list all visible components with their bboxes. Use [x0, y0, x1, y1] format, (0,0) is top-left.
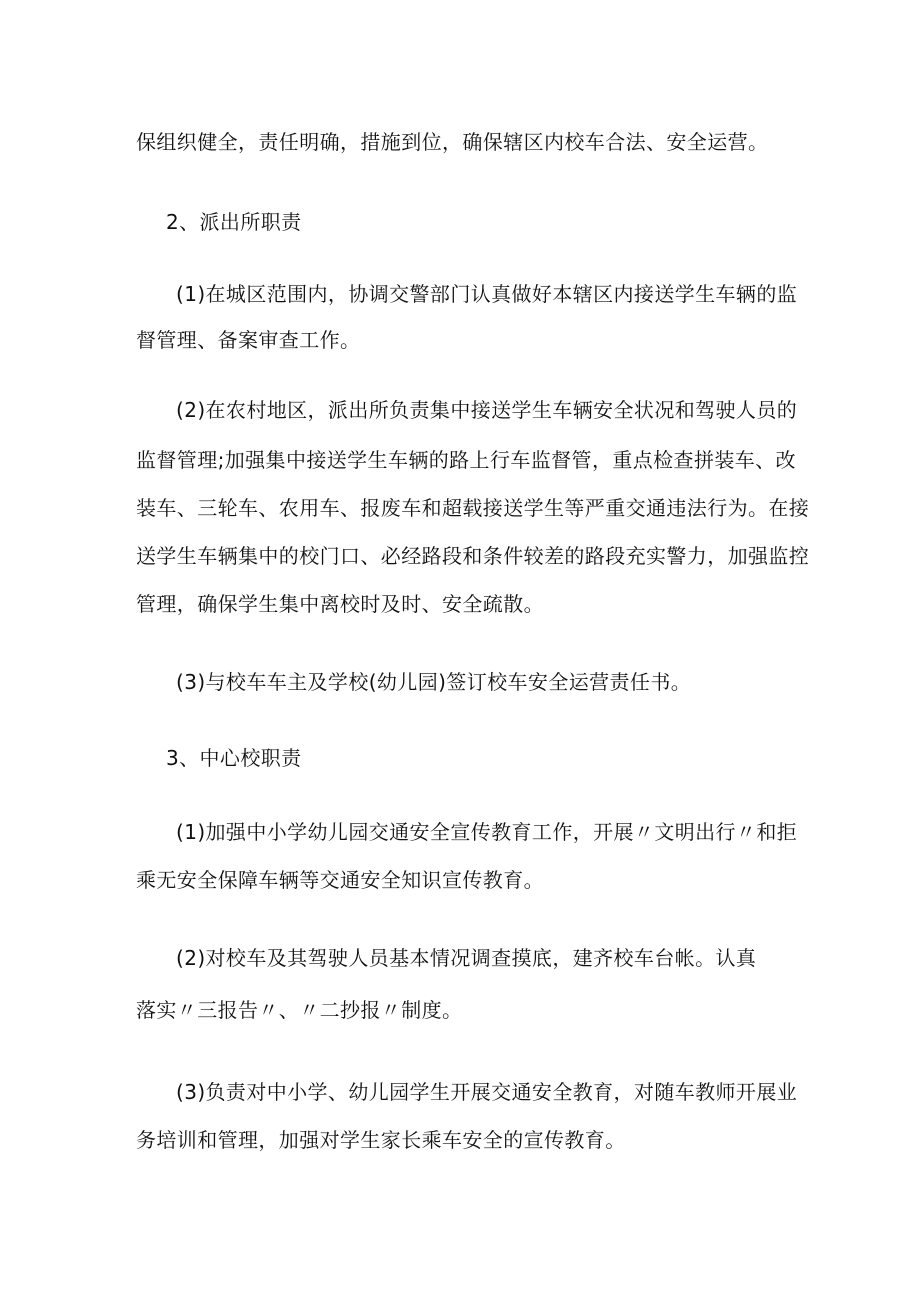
paragraph-line: (1)加强中小学幼儿园交通安全宣传教育工作，开展〃文明出行〃和拒 — [176, 820, 798, 844]
paragraph-line: (2)在农村地区，派出所负责集中接送学生车辆安全状况和驾驶人员的 — [176, 398, 798, 422]
paragraph-line: 务培训和管理，加强对学生家长乘车安全的宣传教育。 — [136, 1128, 626, 1152]
paragraph-line: 管理，确保学生集中离校时及时、安全疏散。 — [136, 592, 544, 616]
paragraph-line: 乘无安全保障车辆等交通安全知识宣传教育。 — [136, 868, 544, 892]
paragraph-line: 保组织健全，责任明确，措施到位，确保辖区内校车合法、安全运营。 — [136, 130, 769, 154]
paragraph-line: 装车、三轮车、农用车、报废车和超载接送学生等严重交通违法行为。在接 — [136, 496, 810, 520]
paragraph-line: (3)与校车车主及学校(幼儿园)签订校车安全运营责任书。 — [176, 670, 692, 694]
paragraph-line: 督管理、备案审查工作。 — [136, 328, 361, 352]
paragraph-line: (2)对校车及其驾驶人员基本情况调查摸底，建齐校车台帐。认真 — [176, 946, 757, 970]
paragraph-line: 监督管理;加强集中接送学生车辆的路上行车监督管，重点检查拼装车、改 — [136, 448, 796, 472]
section-heading: 2、派出所职责 — [166, 210, 302, 234]
paragraph-line: (1)在城区范围内，协调交警部门认真做好本辖区内接送学生车辆的监 — [176, 282, 798, 306]
paragraph-line: 落实〃三报告〃、〃二抄报〃制度。 — [136, 998, 463, 1022]
paragraph-line: (3)负责对中小学、幼儿园学生开展交通安全教育，对随车教师开展业 — [176, 1080, 798, 1104]
paragraph-line: 送学生车辆集中的校门口、必经路段和条件较差的路段充实警力，加强监控 — [136, 544, 810, 568]
section-heading: 3、中心校职责 — [166, 746, 302, 770]
